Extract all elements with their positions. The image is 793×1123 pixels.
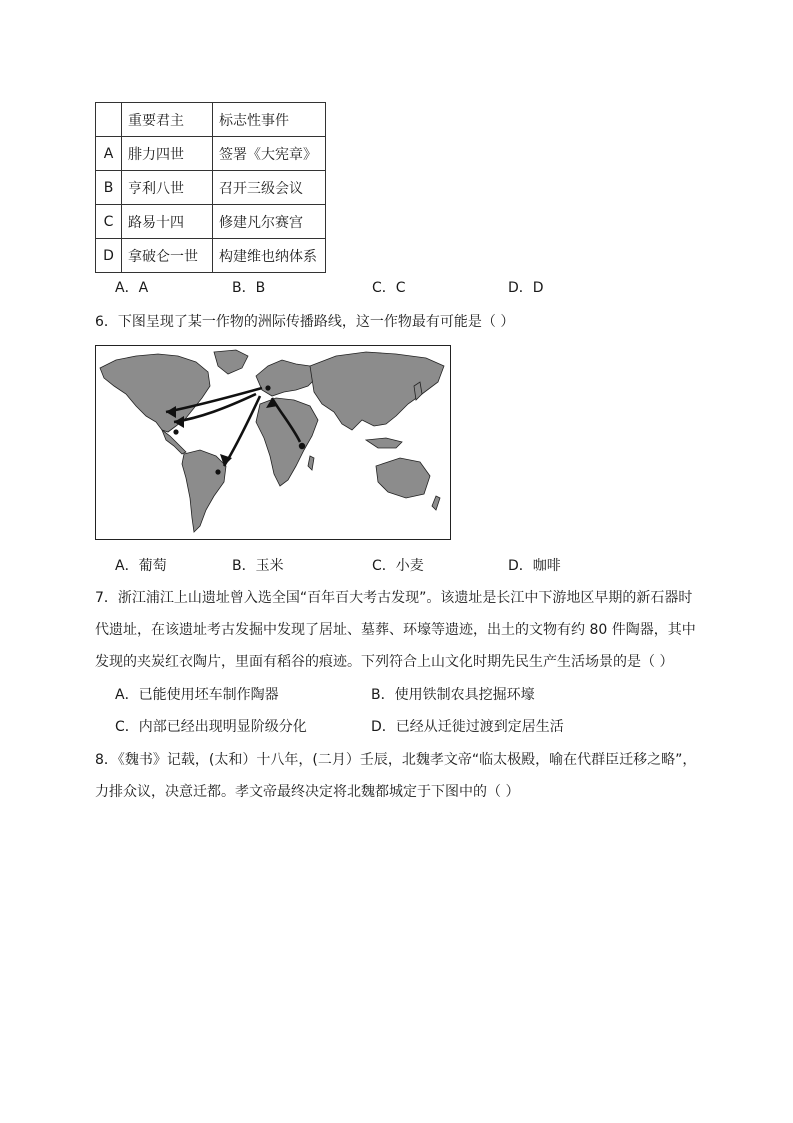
q6-option-d[interactable]: D．咖啡 <box>508 558 561 574</box>
q6-option-c[interactable]: C．小麦 <box>372 558 424 574</box>
north-america-landmass <box>100 354 210 432</box>
table-cell: D <box>96 239 122 273</box>
destination-dot-europe <box>265 385 270 390</box>
table-cell: 签署《大宪章》 <box>213 137 326 171</box>
greenland-landmass <box>214 350 248 374</box>
q7-option-c[interactable]: C．内部已经出现明显阶级分化 <box>115 719 307 735</box>
table-header-cell: 标志性事件 <box>213 103 326 137</box>
table-cell: 修建凡尔赛宫 <box>213 205 326 239</box>
table-cell: 拿破仑一世 <box>122 239 213 273</box>
table-header-cell: 重要君主 <box>122 103 213 137</box>
table-row <box>96 137 326 171</box>
australia-landmass <box>376 458 430 498</box>
q7-stem-line: 代遗址，在该遗址考古发掘中发现了居址、墓葬、环壕等遗迹，出土的文物有约 80 件陶器，其中 <box>95 622 696 638</box>
world-map-svg <box>96 346 449 538</box>
africa-landmass <box>256 398 318 486</box>
q7-stem-line: 7．浙江浦江上山遗址曾入选全国“百年百大考古发现”。该遗址是长江中下游地区早期的新石器时 <box>95 590 693 606</box>
destination-dot-caribbean <box>173 429 178 434</box>
q7-option-d[interactable]: D．已经从迁徙过渡到定居生活 <box>371 719 564 735</box>
q6-option-a[interactable]: A．葡萄 <box>115 558 167 574</box>
table-row <box>96 239 326 273</box>
indonesia-landmass <box>366 438 402 448</box>
new-zealand-landmass <box>432 496 440 510</box>
q6-stem: 6．下图呈现了某一作物的洲际传播路线，这一作物最有可能是（ ） <box>95 314 515 330</box>
q5-option-c[interactable]: C．C <box>372 280 406 296</box>
table-cell: B <box>96 171 122 205</box>
table-cell: A <box>96 137 122 171</box>
table-header-row <box>96 103 326 137</box>
europe-landmass <box>256 360 318 396</box>
table-row <box>96 205 326 239</box>
world-map-figure <box>95 345 451 540</box>
q7-option-b[interactable]: B．使用铁制农具挖掘环壕 <box>371 687 535 703</box>
q5-option-d[interactable]: D．D <box>508 280 544 296</box>
table-cell: 亨利八世 <box>122 171 213 205</box>
table-cell: 构建维也纳体系 <box>213 239 326 273</box>
origin-dot-ethiopia <box>299 443 305 449</box>
q7-option-a[interactable]: A．已能使用坯车制作陶器 <box>115 687 279 703</box>
q5-option-b[interactable]: B．B <box>232 280 266 296</box>
table-cell: C <box>96 205 122 239</box>
monarch-table <box>95 102 326 273</box>
q6-option-b[interactable]: B．玉米 <box>232 558 284 574</box>
madagascar-landmass <box>308 456 314 470</box>
table-cell: 腓力四世 <box>122 137 213 171</box>
table-row <box>96 171 326 205</box>
q7-stem-line: 发现的夹炭红衣陶片，里面有稻谷的痕迹。下列符合上山文化时期先民生产生活场景的是（ ） <box>95 654 674 670</box>
destination-dot-brazil <box>215 469 220 474</box>
table-cell: 召开三级会议 <box>213 171 326 205</box>
q8-stem-line: 8．《魏书》记载，(太和）十八年，(二月）壬辰，北魏孝文帝“临太极殿，喻在代群臣迁移之略”， <box>95 752 697 768</box>
asia-landmass <box>310 352 444 430</box>
table-cell: 路易十四 <box>122 205 213 239</box>
south-america-landmass <box>182 450 226 532</box>
q5-option-a[interactable]: A．A <box>115 280 149 296</box>
table-header-cell <box>96 103 122 137</box>
q8-stem-line: 力排众议，决意迁都。孝文帝最终决定将北魏都城定于下图中的（ ） <box>95 784 520 800</box>
